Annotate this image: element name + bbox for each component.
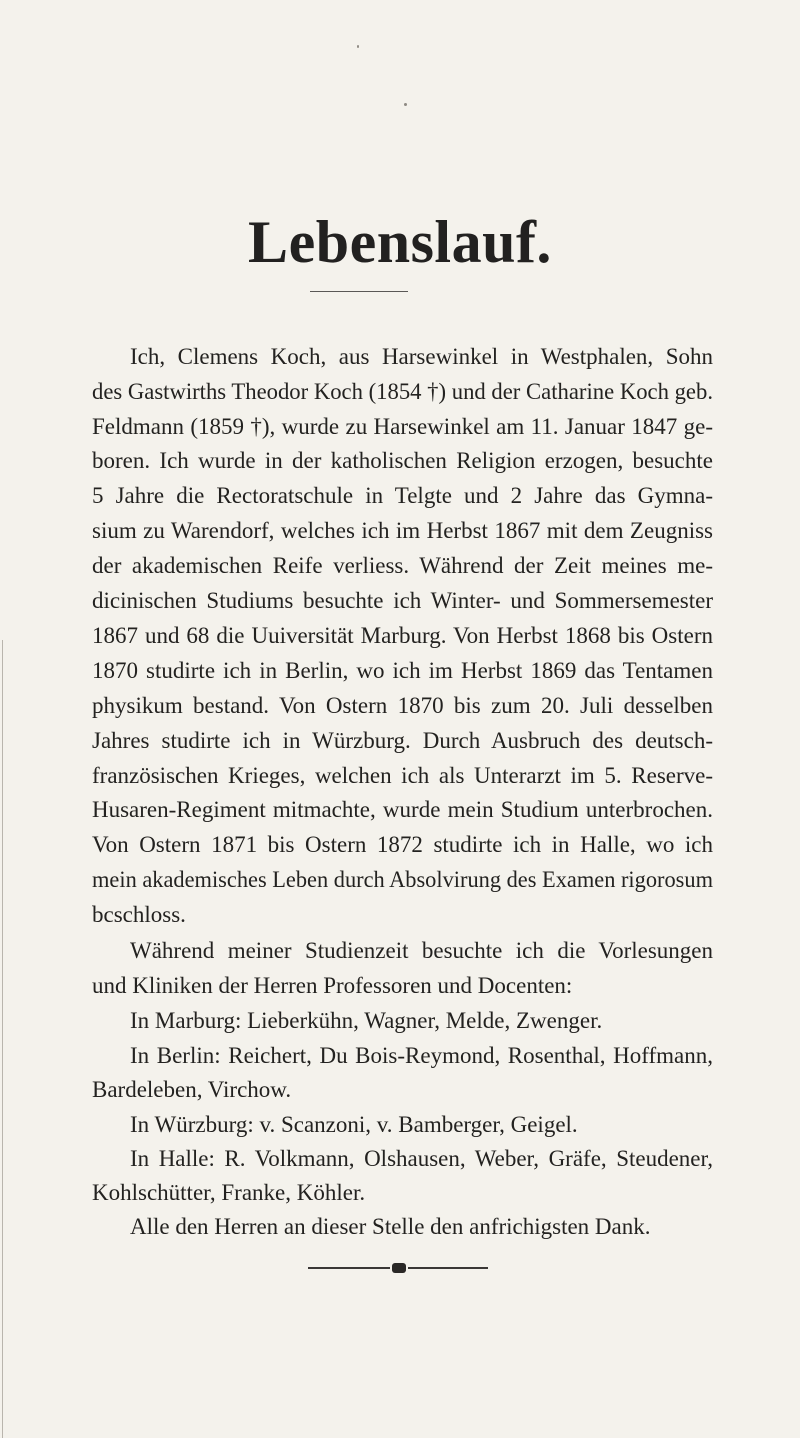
text-line: sium zu Warendorf, welches ich im Herbst 1867 mit dem Zeugniss (92, 518, 713, 543)
text-line: Kohlschütter, Franke, Köhler. (92, 1180, 366, 1205)
text-line: Feldmann (1859 †), wurde zu Harsewinkel am 11. Januar 1847 ge- (92, 414, 713, 439)
text-line: Ich, Clemens Koch, aus Harsewinkel in Westphalen, Sohn (130, 344, 713, 369)
text-line: In Berlin: Reichert, Du Bois-Reymond, Rosenthal, Hoffmann, (130, 1043, 713, 1068)
text-line: der akademischen Reife verliess. Während der Zeit meines me- (92, 553, 713, 578)
ornament-bar-right (408, 1267, 488, 1269)
text-line: Alle den Herren an dieser Stelle den anfrichigsten Dank. (130, 1214, 651, 1239)
text-line: Bardeleben, Virchow. (92, 1077, 292, 1102)
text-line: Husaren-Regiment mitmachte, wurde mein Studium unterbrochen. (92, 797, 713, 822)
page-title: Lebenslauf. (248, 209, 552, 275)
text-line: In Halle: R. Volkmann, Olshausen, Weber, Gräfe, Steudener, (130, 1146, 713, 1171)
text-line: Während meiner Studienzeit besuchte ich die Vorlesungen (130, 938, 713, 963)
text-line: Von Ostern 1871 bis Ostern 1872 studirte ich in Halle, wo ich (92, 832, 713, 857)
text-line: mein akademisches Leben durch Absolvirung des Examen rigorosum (92, 867, 713, 892)
text-line: In Marburg: Lieberkühn, Wagner, Melde, Zwenger. (130, 1008, 603, 1033)
text-line: 1867 und 68 die Uuiversität Marburg. Von Herbst 1868 bis Ostern (92, 623, 713, 648)
text-line: 5 Jahre die Rectoratschule in Telgte und 2 Jahre das Gymna- (92, 483, 713, 508)
text-line: In Würzburg: v. Scanzoni, v. Bamberger, Geigel. (130, 1112, 578, 1137)
ornament-center (392, 1263, 406, 1273)
text-line: bcschloss. (92, 902, 186, 927)
text-line: physikum bestand. Von Ostern 1870 bis zum 20. Juli desselben (92, 693, 713, 718)
text-line: französischen Krieges, welchen ich als Unterarzt im 5. Reserve- (92, 763, 713, 788)
text-line: und Kliniken der Herren Professoren und Docenten: (92, 973, 573, 998)
text-line: boren. Ich wurde in der katholischen Religion erzogen, besuchte (92, 448, 713, 473)
text-line: 1870 studirte ich in Berlin, wo ich im Herbst 1869 das Tentamen (92, 658, 713, 683)
text-line: des Gastwirths Theodor Koch (1854 †) und der Catharine Koch geb. (92, 379, 713, 404)
text-line: dicinischen Studiums besuchte ich Winter- und Sommersemester (92, 588, 713, 613)
text-line: Jahres studirte ich in Würzburg. Durch Ausbruch des deutsch- (92, 728, 713, 753)
ornament-bar-left (308, 1267, 390, 1269)
closing-ornament (308, 1263, 488, 1273)
